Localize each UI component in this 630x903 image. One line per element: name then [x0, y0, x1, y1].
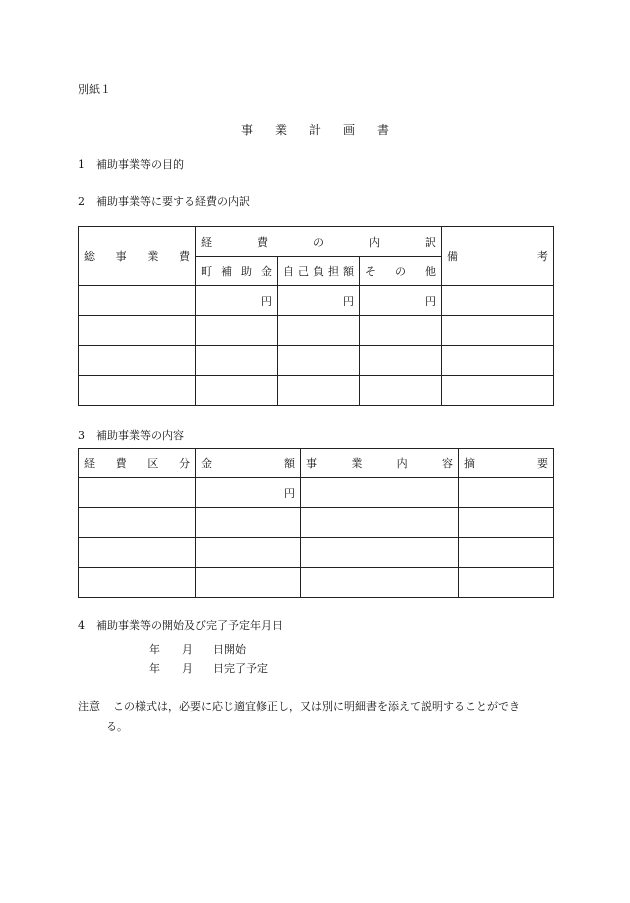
- table-header-row: [79, 227, 554, 257]
- table-row: [79, 376, 554, 406]
- yen-unit: 円: [196, 478, 301, 508]
- table-cell: [459, 478, 554, 508]
- table-row: [79, 568, 554, 598]
- page-title: 事業計画書: [240, 123, 411, 137]
- note-label: 注意: [78, 700, 100, 713]
- table-row: [79, 286, 554, 316]
- header-amount: 金額: [196, 449, 301, 478]
- section-1-heading: 1 補助事業等の目的: [78, 158, 184, 171]
- section-2-heading: 2 補助事業等に要する経費の内訳: [78, 195, 250, 208]
- table-row: [79, 346, 554, 376]
- project-content-table: [78, 448, 554, 598]
- month-label: 月: [182, 662, 193, 675]
- header-summary: 摘要: [459, 449, 554, 478]
- table-cell: [79, 286, 196, 316]
- year-label: 年: [149, 643, 160, 656]
- note-text: この様式は，必要に応じ適宜修正し，又は別に明細書を添えて説明することができ: [113, 700, 520, 713]
- expense-breakdown-table: [78, 226, 554, 406]
- table-cell: [79, 478, 196, 508]
- end-suffix: 日完了予定: [213, 662, 268, 675]
- header-breakdown: 経費の内訳: [196, 227, 442, 257]
- header-total-cost: 総事業費: [79, 227, 196, 286]
- yen-unit: 円: [360, 286, 442, 316]
- header-other: その他: [360, 257, 442, 286]
- table-header-row: [79, 449, 554, 478]
- header-town-subsidy: 町補助金: [196, 257, 278, 286]
- table-row: [79, 478, 554, 508]
- yen-unit: 円: [196, 286, 278, 316]
- attachment-label: 別紙１: [78, 83, 111, 96]
- note-continuation: る。: [106, 720, 128, 733]
- month-label: 月: [182, 643, 193, 656]
- table-cell: [301, 478, 459, 508]
- start-date-line: [149, 641, 246, 657]
- yen-unit: 円: [278, 286, 360, 316]
- header-self-burden: 自己負担額: [278, 257, 360, 286]
- year-label: 年: [149, 662, 160, 675]
- table-row: [79, 538, 554, 568]
- table-cell: [442, 286, 554, 316]
- header-remarks: 備考: [442, 227, 554, 286]
- header-expense-category: 経費区分: [79, 449, 196, 478]
- start-suffix: 日開始: [213, 643, 246, 656]
- header-content: 事業内容: [301, 449, 459, 478]
- table-row: [79, 316, 554, 346]
- table-row: [79, 508, 554, 538]
- section-3-heading: 3 補助事業等の内容: [78, 429, 184, 442]
- section-4-heading: 4 補助事業等の開始及び完了予定年月日: [78, 619, 283, 632]
- end-date-line: [149, 660, 268, 676]
